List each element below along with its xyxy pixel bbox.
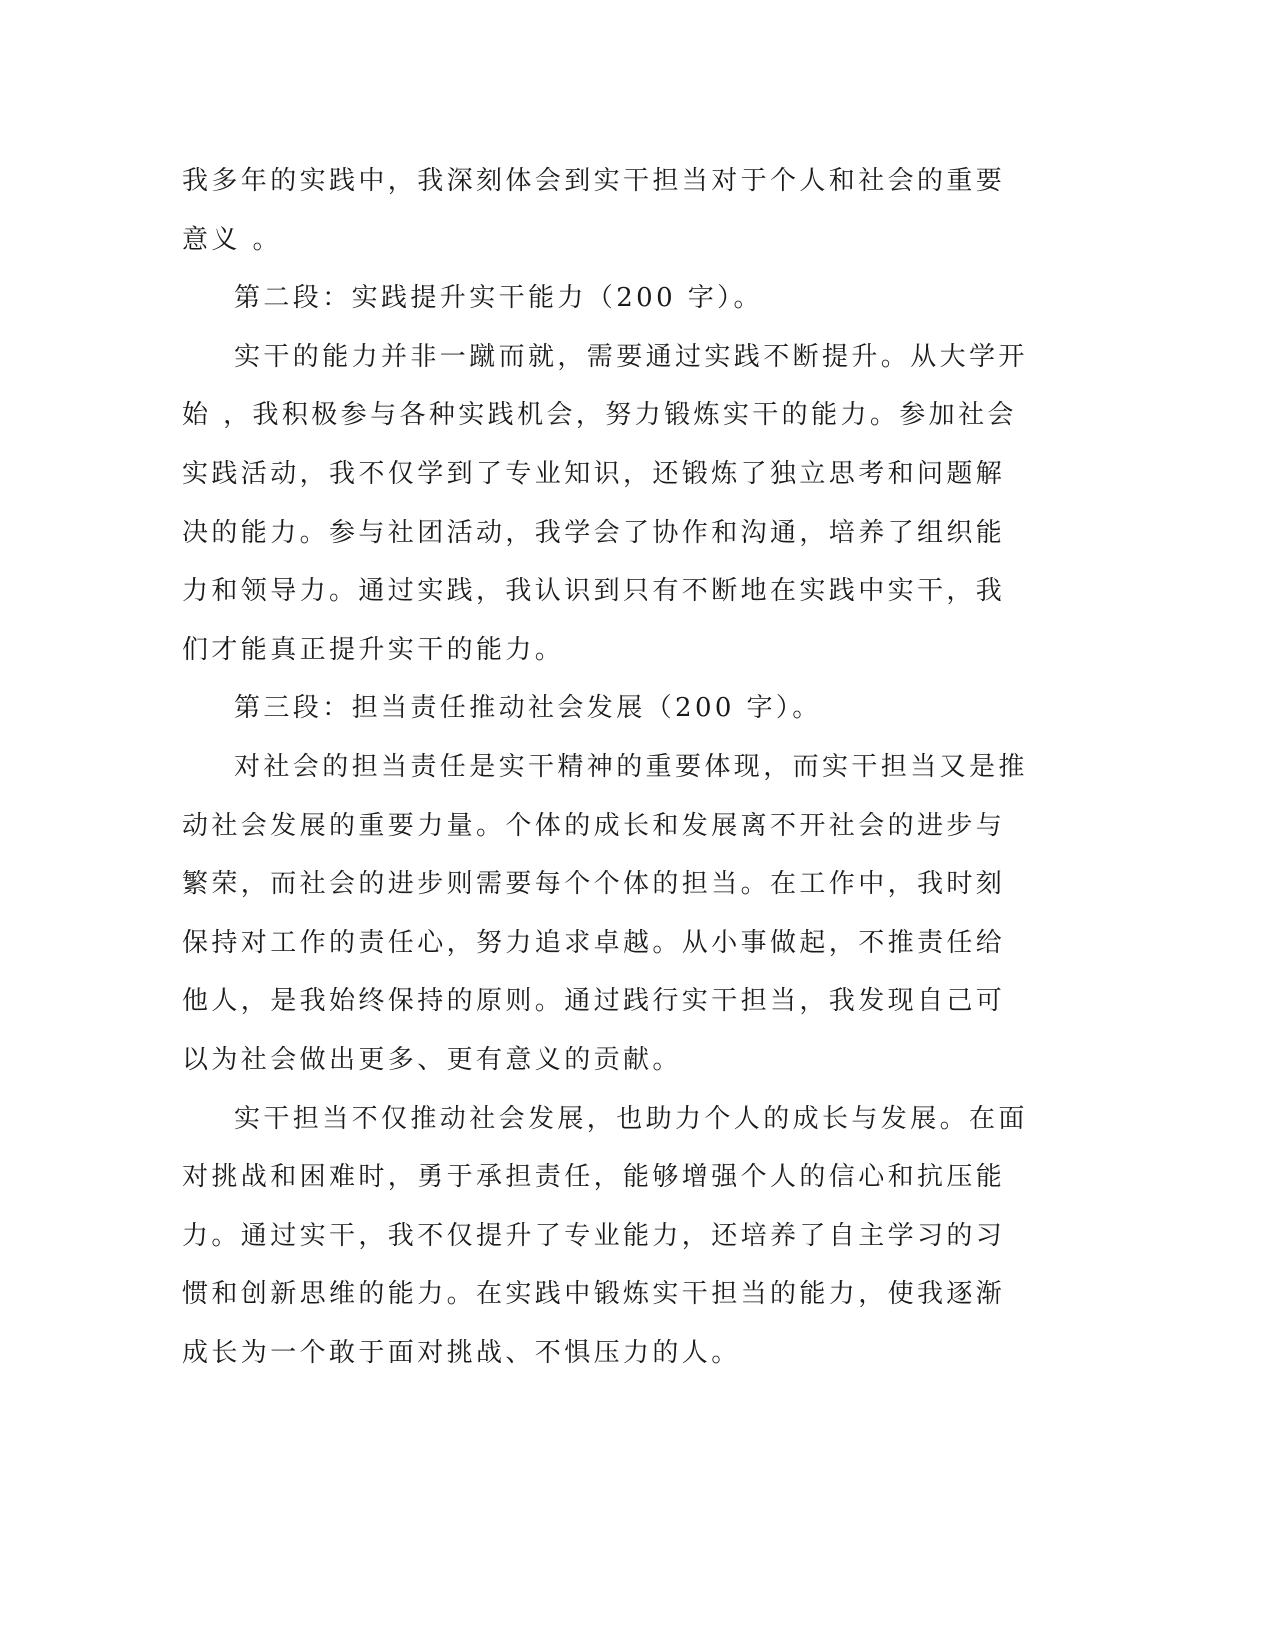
section-heading-2: 第二段：实践提升实干能力（200 字）。	[234, 283, 763, 314]
paragraph-continuation: 我多年的实践中，我深刻体会到实干担当对于个人和社会的重要意义 。	[182, 166, 1006, 255]
paragraph-practice: 实干的能力并非一蹴而就，需要通过实践不断提升。从大学开始 ，我积极参与各种实践机会，努力锻炼实干的能力。参加社会实践活动，我不仅学到了专业知识，还锻炼了独立思考和问题解决的能力。参与社团活动，我学会了协作和沟通，培养了组织能力和领导力。通过实践，我认识到只有不断地在实践中实干，我们才能真正提升实干的能力。	[182, 341, 1028, 665]
section-heading-3: 第三段：担当责任推动社会发展（200 字）。	[234, 693, 822, 724]
paragraph-responsibility: 对社会的担当责任是实干精神的重要体现，而实干担当又是推动社会发展的重要力量。个体的成长和发展离不开社会的进步与繁荣，而社会的进步则需要每个个体的担当。在工作中，我时刻保持对工作的责任心，努力追求卓越。从小事做起，不推责任给他人，是我始终保持的原则。通过践行实干担当，我发现自己可以为社会做出更多、更有意义的贡献。	[182, 751, 1028, 1075]
paragraph-growth: 实干担当不仅推动社会发展，也助力个人的成长与发展。在面对挑战和困难时，勇于承担责任，能够增强个人的信心和抗压能力。通过实干，我不仅提升了专业能力，还培养了自主学习的习惯和创新思维的能力。在实践中锻炼实干担当的能力，使我逐渐成长为一个敢于面对挑战、不惧压力的人。	[182, 1103, 1028, 1368]
document-body	[182, 152, 1032, 1382]
